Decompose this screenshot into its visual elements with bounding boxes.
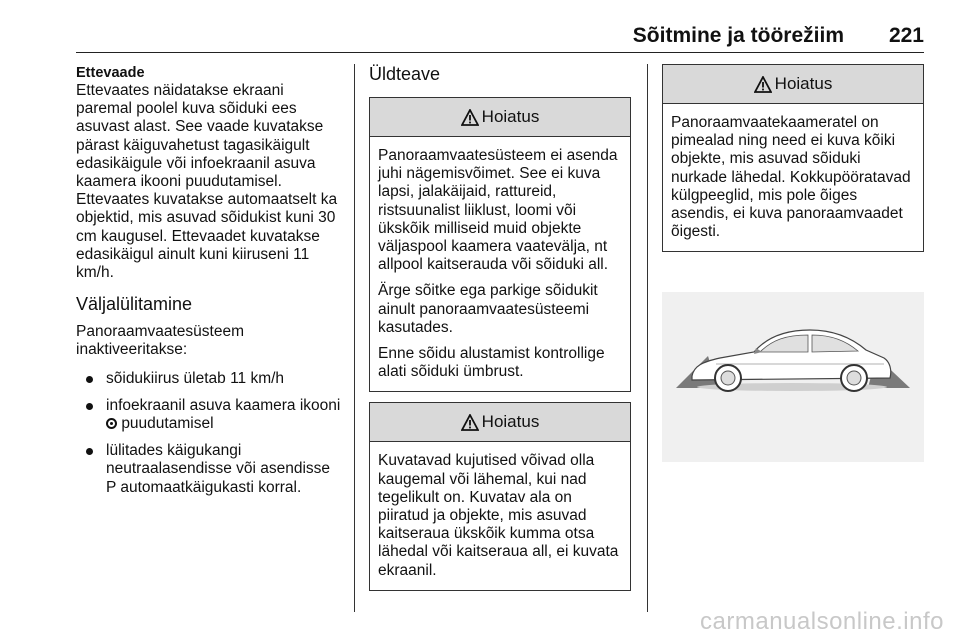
column-right xyxy=(662,64,924,262)
camera-icon xyxy=(106,418,117,429)
page-number: 221 xyxy=(888,24,924,47)
warning-header xyxy=(370,403,630,442)
car-camera-illustration xyxy=(662,292,924,462)
warning-triangle-icon xyxy=(754,76,772,93)
bullet-icon xyxy=(86,403,93,410)
warning-body xyxy=(370,442,630,589)
column-middle xyxy=(369,64,631,601)
warning-title: Hoiatus xyxy=(481,412,540,432)
page-header xyxy=(76,22,924,53)
column-divider-2 xyxy=(647,64,648,612)
paragraph-front-view-1: Ettevaates näidatakse ekraani paremal poolel kuva sõiduki ees asuvast alast. See vaade kuvatakse pärast käiguvahetust tagasikäigult edasikäigule või infoekraanil asuva kaamera ikooni puudutamisel. xyxy=(76,82,324,191)
paragraph-front-view-2: Ettevaates kuvatakse automaatselt ka objektid, mis asuvad sõidukist kuni 30 cm kaugusel. Ettevaadet kuvatakse edasikäigul ainult kuni kiiruseni 11 km/h. xyxy=(76,191,338,282)
bullet-icon xyxy=(86,448,93,455)
deactivation-list xyxy=(76,370,342,497)
list-item-text: lülitades käigukangi neutraalasendisse või asendisse P automaatkäigukasti korral. xyxy=(106,442,331,496)
list-item-text: sõidukiirus ületab 11 km/h xyxy=(106,369,285,387)
warning-paragraph: Panoraamvaatekaameratel on pimealad ning need ei kuva kõiki objekte, mis asuvad sõiduki nurkade lähedal. Kokkupööratavad külgpeeglid, mis pole õiges asendis, ei kuva panoraamvaadet õigesti. xyxy=(671,114,911,241)
chapter-title: Sõitmine ja töörežiim xyxy=(632,24,844,47)
list-item xyxy=(76,442,342,497)
bullet-icon xyxy=(86,376,93,383)
warning-body xyxy=(370,137,630,391)
warning-title: Hoiatus xyxy=(481,107,540,126)
warning-paragraph: Kuvatavad kujutised võivad olla kaugemal või lähemal, kui nad tegelikult on. Kuvatav ala on piiratud ja objekte, mis asuvad kaitseraua ükskõik kumma otsa lähedal või kaitseraua all, ei kuvata ekraanil. xyxy=(378,452,619,579)
warning-paragraph: Ärge sõitke ega parkige sõidukit ainult panoraamvaatesüsteemi kasutades. xyxy=(378,282,598,336)
warning-paragraph: Enne sõidu alustamist kontrollige alati sõiduki ümbrust. xyxy=(378,345,605,381)
section-title-deactivation: Väljalülitamine xyxy=(76,294,193,315)
warning-triangle-icon xyxy=(461,414,479,431)
paragraph-deactivation-intro: Panoraamvaatesüsteem inaktiveeritakse: xyxy=(76,323,245,359)
warning-box-2 xyxy=(369,402,631,590)
warning-header xyxy=(663,65,923,104)
warning-paragraph: Panoraamvaatesüsteem ei asenda juhi nägemisvõimet. See ei kuva lapsi, jalakäijaid, rattureid, ristsuunalist liiklust, loomi või ükskõik milliseid muid objekte väljaspool kaamera vaatevälja, nt allpool kaitserauda või sõiduki all. xyxy=(378,147,618,274)
list-item xyxy=(76,370,342,388)
column-divider-1 xyxy=(354,64,355,612)
subheading-front-view: Ettevaade xyxy=(76,65,145,81)
warning-box-3 xyxy=(662,64,924,252)
section-title-general: Üldteave xyxy=(369,64,441,84)
warning-triangle-icon xyxy=(461,109,479,126)
watermark: carmanualsonline.info xyxy=(700,608,944,635)
warning-header xyxy=(370,98,630,137)
list-item xyxy=(76,397,342,433)
warning-title: Hoiatus xyxy=(774,74,833,93)
list-item-text: puudutamisel xyxy=(121,415,214,433)
column-left xyxy=(76,64,342,506)
list-item-text: infoekraanil asuva kaamera ikooni xyxy=(106,396,341,414)
warning-body xyxy=(663,104,923,251)
warning-box-1 xyxy=(369,97,631,392)
